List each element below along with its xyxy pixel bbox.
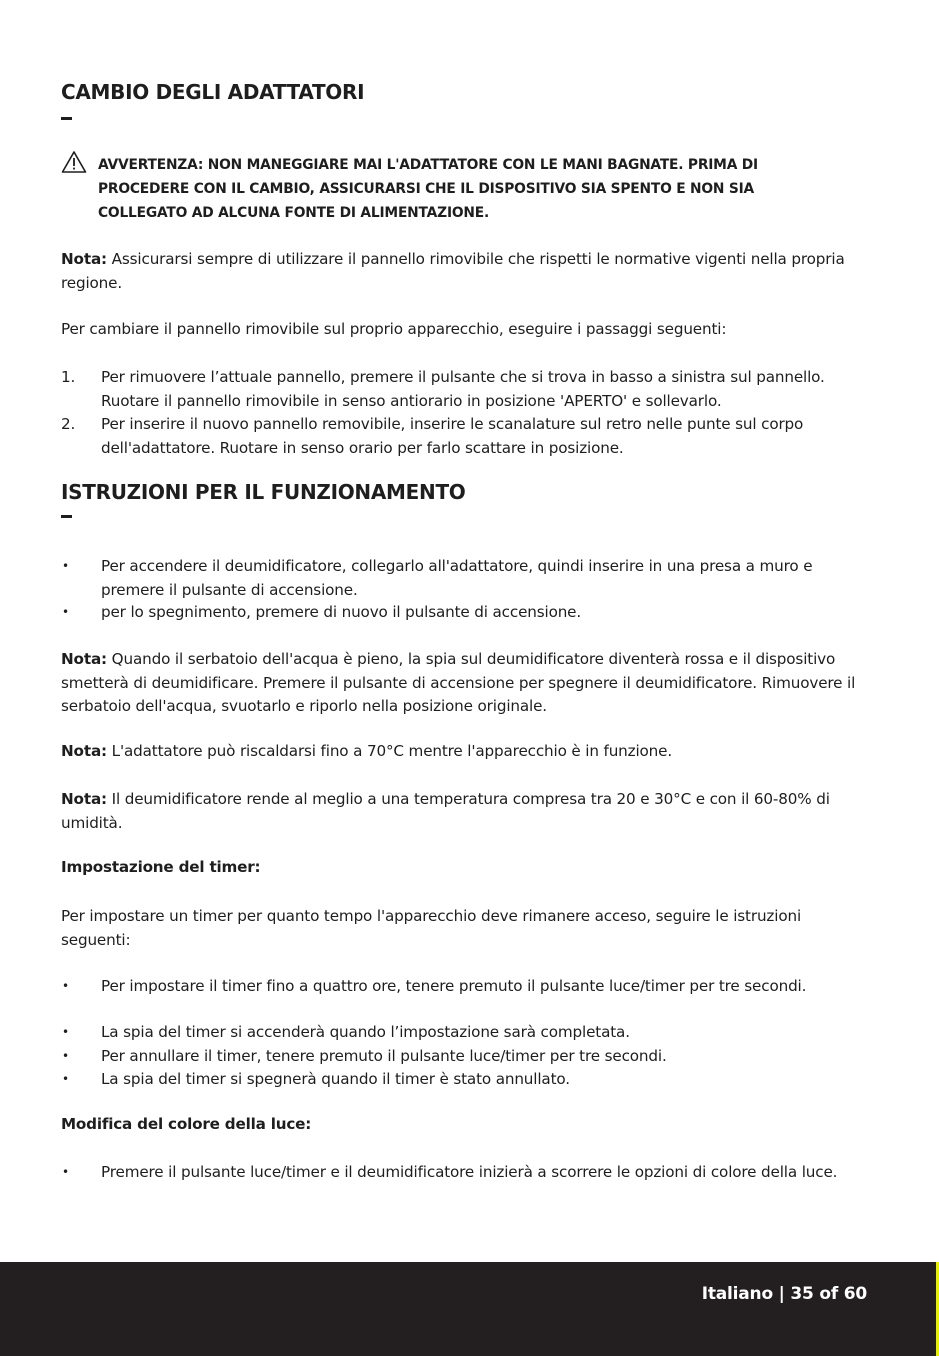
note-paragraph <box>61 740 861 764</box>
color-heading: Modifica del colore della luce: <box>61 1115 312 1133</box>
note-text: L'adattatore può riscaldarsi fino a 70°C mentre l'apparecchio è in funzione. <box>111 742 673 760</box>
bullet-text: La spia del timer si accenderà quando l’impostazione sarà completata. <box>101 1023 630 1041</box>
bullet-icon: • <box>62 1025 69 1039</box>
title-underline-dash <box>61 117 72 120</box>
timer-intro: Per impostare un timer per quanto tempo l'apparecchio deve rimanere acceso, seguire le istruzioni seguenti: <box>61 907 802 949</box>
note-paragraph <box>61 248 861 295</box>
page-number-label: Italiano | 35 of 60 <box>701 1284 867 1304</box>
note-paragraph <box>61 648 861 719</box>
bullet-icon: • <box>62 1165 69 1179</box>
warning-text <box>98 153 858 225</box>
bullet-text: Premere il pulsante luce/timer e il deumidificatore inizierà a scorrere le opzioni di colore della luce. <box>101 1163 838 1181</box>
bullet-text: Per accendere il deumidificatore, collegarlo all'adattatore, quindi inserire in una presa a muro e premere il pulsante di accensione. <box>101 557 813 599</box>
title-underline-dash <box>61 515 72 518</box>
note-label: Nota: <box>61 250 107 268</box>
note-label: Nota: <box>61 790 107 808</box>
step-text: Per rimuovere l’attuale pannello, premere il pulsante che si trova in basso a sinistra sul pannello. Ruotare il pannello rimovibile in senso antiorario in posizione 'APERTO' e sollevarlo. <box>101 368 825 410</box>
bullet-text: per lo spegnimento, premere di nuovo il pulsante di accensione. <box>101 603 582 621</box>
section-title-istruzioni: ISTRUZIONI PER IL FUNZIONAMENTO <box>61 480 466 504</box>
bullet-text: La spia del timer si spegnerà quando il timer è stato annullato. <box>101 1070 570 1088</box>
warning-line: AVVERTENZA: NON MANEGGIARE MAI L'ADATTATORE CON LE MANI BAGNATE. PRIMA DI <box>98 157 758 173</box>
bullet-icon: • <box>62 559 69 573</box>
bullet-text: Per impostare il timer fino a quattro ore, tenere premuto il pulsante luce/timer per tre secondi. <box>101 977 807 995</box>
timer-heading: Impostazione del timer: <box>61 858 261 876</box>
step-number: 2. <box>61 415 76 433</box>
note-text: Assicurarsi sempre di utilizzare il pannello rimovibile che rispetti le normative vigenti nella propria regione. <box>61 250 845 292</box>
bullet-icon: • <box>62 605 69 619</box>
bullet-text: Per annullare il timer, tenere premuto il pulsante luce/timer per tre secondi. <box>101 1047 667 1065</box>
note-text: Quando il serbatoio dell'acqua è pieno, la spia sul deumidificatore diventerà rossa e il dispositivo smetterà di deumidificare. Premere il pulsante di accensione per spegnere il deumidificatore. Rimuovere il serbatoio dell'acqua, svuotarlo e riporlo nella posizione originale. <box>61 650 856 715</box>
warning-line: PROCEDERE CON IL CAMBIO, ASSICURARSI CHE IL DISPOSITIVO SIA SPENTO E NON SIA <box>98 181 755 197</box>
section-title-cambio: CAMBIO DEGLI ADATTATORI <box>61 80 365 104</box>
step-number: 1. <box>61 368 76 386</box>
note-label: Nota: <box>61 650 107 668</box>
page-footer <box>0 1262 939 1356</box>
warning-line: COLLEGATO AD ALCUNA FONTE DI ALIMENTAZIONE. <box>98 205 490 221</box>
intro-paragraph: Per cambiare il pannello rimovibile sul proprio apparecchio, eseguire i passaggi seguenti: <box>61 320 727 338</box>
bullet-icon: • <box>62 1049 69 1063</box>
note-text: Il deumidificatore rende al meglio a una temperatura compresa tra 20 e 30°C e con il 60-80% di umidità. <box>61 790 830 832</box>
bullet-icon: • <box>62 1072 69 1086</box>
warning-triangle-icon <box>61 150 87 174</box>
note-paragraph <box>61 788 861 835</box>
step-text: Per inserire il nuovo pannello removibile, inserire le scanalature sul retro nelle punte sul corpo dell'adattatore. Ruotare in senso orario per farlo scattare in posizione. <box>101 415 804 457</box>
bullet-icon: • <box>62 979 69 993</box>
note-label: Nota: <box>61 742 107 760</box>
